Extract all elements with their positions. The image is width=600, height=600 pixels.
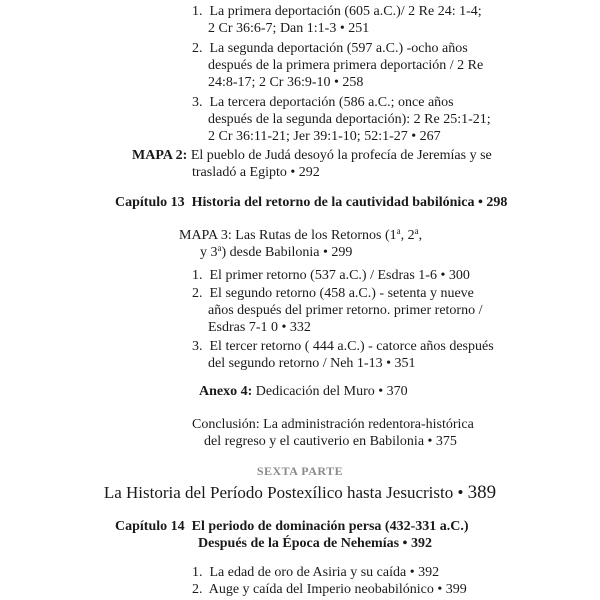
item-text: La tercera deportación (586 a.C.; once años [209,95,454,110]
conclusion-entry: Conclusión: La administración redentora-histórica [192,417,474,432]
item-number: 2. [192,41,203,56]
item-number: 3. [192,339,203,354]
item-text: La edad de oro de Asiria y su caída • 392 [209,565,440,580]
map-text: Las Rutas de los Retornos (1 [235,228,397,243]
list-item [192,581,467,598]
superscript: a [396,226,401,236]
item-number: 2. [192,582,203,597]
annex-text: Dedicación del Muro • 370 [255,384,408,399]
annex-entry [199,383,408,400]
map-entry [132,147,492,164]
map-text-continued [200,244,352,261]
item-text-continued: 24:8-17; 2 Cr 36:9-10 • 258 [208,75,364,90]
map-text: y 3 [200,245,218,260]
item-text: Auge y caída del Imperio neobabilónico • 399 [208,582,467,597]
item-text-continued: después de la primera primera deportación / 2 Re [208,58,484,73]
map-entry [179,227,422,244]
item-number: 1. [192,268,203,283]
item-text: La segunda deportación (597 a.C.) -ocho años [209,41,468,56]
list-item [192,564,439,581]
item-text: El primer retorno (537 a.C.) / Esdras 1-6 • 300 [209,268,470,283]
list-item [192,94,454,111]
list-item [192,267,470,284]
chapter-label: Capítulo 14 [115,519,185,534]
part-page-number: 389 [467,482,497,503]
chapter-label: Capítulo 13 [115,195,185,210]
map-text: , 2 [400,228,415,243]
part-title-text: La Historia del Período Postexílico hasta Jesucristo • [103,483,464,502]
item-text-continued: Esdras 7-1 0 • 332 [208,320,311,335]
item-text: La primera deportación (605 a.C.)/ 2 Re 24: 1-4; [209,4,482,19]
map-label: MAPA 2: [132,148,188,163]
item-number: 1. [192,565,203,580]
list-item [192,3,482,20]
chapter-title-continued: Después de la Época de Nehemías • 392 [198,536,432,551]
item-text-continued: 2 Cr 36:6-7; Dan 1:1-3 • 251 [208,21,370,36]
item-number: 1. [192,4,203,19]
item-text: El segundo retorno (458 a.C.) - setenta y nueve [209,286,474,301]
item-text-continued: años después del primer retorno. primer retorno / [208,303,483,318]
superscript: a [217,243,222,253]
chapter-title: Historia del retorno de la cautividad babilónica • 298 [191,195,508,210]
map-text-continued: trasladó a Egipto • 292 [192,165,320,180]
item-number: 2. [192,286,203,301]
part-heading: SEXTA PARTE [256,464,344,478]
list-item [192,338,494,355]
map-text: , [418,228,423,243]
map-label: MAPA 3: [179,228,232,243]
item-text-continued: 2 Cr 36:11-21; Jer 39:1-10; 52:1-27 • 267 [208,129,441,144]
conclusion-continued: del regreso y el cautiverio en Babilonia • 375 [204,434,457,449]
chapter-title: El periodo de dominación persa (432-331 a.C.) [191,519,469,534]
chapter-heading [115,518,469,535]
map-text: El pueblo de Judá desoyó la profecía de Jeremías y se [190,148,492,163]
list-item [192,285,474,302]
part-title [0,483,600,503]
chapter-heading [115,194,507,211]
item-text: El tercer retorno ( 444 a.C.) - catorce años después [209,339,494,354]
map-text: ) desde Babilonia • 299 [221,245,353,260]
superscript: a [414,226,419,236]
list-item [192,40,468,57]
item-text-continued: después de la segunda deportación): 2 Re 25:1-21; [208,112,491,127]
item-text-continued: del segundo retorno / Neh 1-13 • 351 [208,356,416,371]
item-number: 3. [192,95,203,110]
annex-label: Anexo 4: [199,384,253,399]
